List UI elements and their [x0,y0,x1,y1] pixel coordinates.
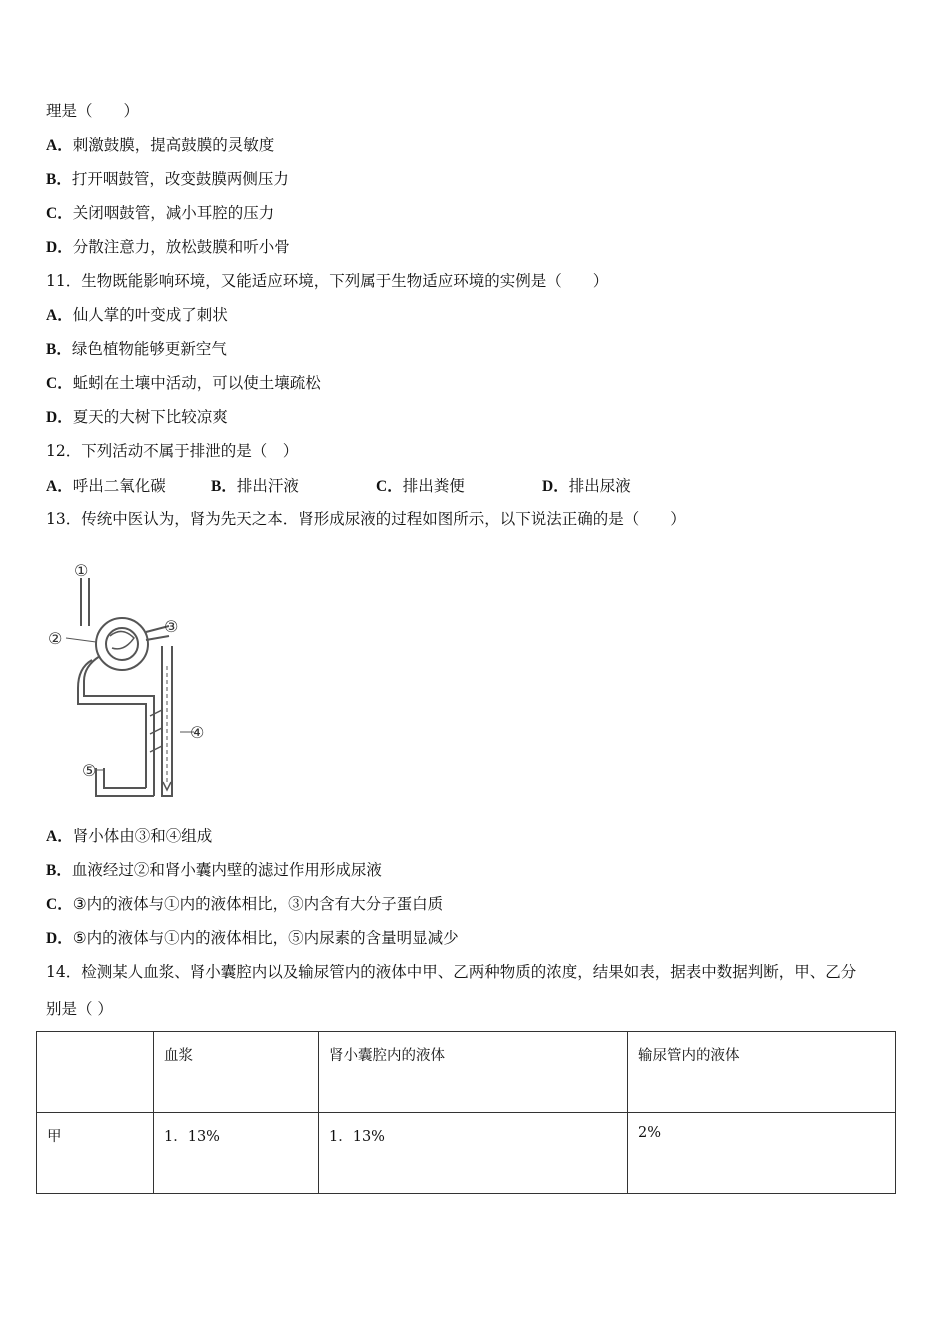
option-text: 夏天的大树下比较凉爽 [72,408,228,426]
table-row [37,1113,896,1194]
concentration-table [36,1031,896,1194]
table-cell: 甲 [37,1113,154,1194]
efferent-tube-wall [146,636,169,640]
option-text: 蚯蚓在土壤中活动，可以使土壤疏松 [72,374,321,392]
label-5: ⑤ [82,761,97,780]
q11-stem: 11．生物既能影响环境，又能适应环境，下列属于生物适应环境的实例是（ ） [46,272,609,290]
q12-option-c [376,475,542,498]
option-text: 刺激鼓膜，提高鼓膜的灵敏度 [72,136,275,154]
pointer-2 [66,638,96,642]
q12-option-b [211,475,376,498]
label-1: ① [74,561,89,580]
arrow-down [163,782,171,790]
q14-stem-line1: 14．检测某人血浆、肾小囊腔内以及输尿管内的液体中甲、乙两种物质的浓度，结果如表，据表中数据判断，甲、乙分 [46,963,857,981]
glomerulus [106,628,138,660]
q10-option-a [46,134,274,157]
reabsorption-arrows [150,710,162,752]
option-label: B． [46,341,72,358]
option-text: 呼出二氧化碳 [72,477,166,495]
header-cell [37,1032,154,1113]
option-text: 仙人掌的叶变成了刺状 [72,306,228,324]
q10-option-d [46,236,290,259]
label-4: ④ [190,723,205,742]
option-label: A． [46,828,73,845]
q12-option-d [542,475,631,498]
q12-stem: 12．下列活动不属于排泄的是（ ） [46,442,299,460]
option-label: C． [46,205,73,222]
table-cell: 1．13% [319,1113,628,1194]
q12-options-row [46,475,631,498]
q10-stem-tail: 理是（ ） [46,102,140,120]
option-label: A． [46,137,73,154]
option-label: B． [46,862,72,879]
q10-option-b [46,168,289,191]
option-label: A． [46,478,73,495]
option-text: 肾小体由③和④组成 [72,827,213,845]
option-text: 关闭咽鼓管，减小耳腔的压力 [72,204,275,222]
option-text: 打开咽鼓管，改变鼓膜两侧压力 [71,170,289,188]
label-2: ② [48,629,63,648]
option-text: 分散注意力，放松鼓膜和听小骨 [72,238,290,256]
option-label: D． [46,239,73,256]
nephron-diagram [44,556,214,802]
table-cell: 1．13% [154,1113,319,1194]
q14-stem-line2: 别是（ ） [46,1000,113,1018]
q13-stem: 13．传统中医认为，肾为先天之本．肾形成尿液的过程如图所示，以下说法正确的是（ ） [46,510,686,528]
q13-option-d [46,927,459,950]
option-label: B． [211,478,237,495]
q11-option-b [46,338,227,361]
header-cell: 肾小囊腔内的液体 [319,1032,628,1113]
q12-option-a [46,475,211,498]
option-text: ③内的液体与①内的液体相比，③内含有大分子蛋白质 [72,895,444,913]
q13-option-b [46,859,382,882]
option-label: C． [46,896,73,913]
header-cell: 输尿管内的液体 [628,1032,896,1113]
q11-option-c [46,372,321,395]
option-label: C． [46,375,73,392]
label-3: ③ [164,617,179,636]
option-text: 排出尿液 [568,477,631,495]
table-header-row [37,1032,896,1113]
option-label: C． [376,478,403,495]
option-label: A． [46,307,73,324]
option-label: D． [46,409,73,426]
q11-option-a [46,304,228,327]
glomerulus-capillary [110,631,134,648]
option-text: 排出粪便 [402,477,465,495]
option-text: 绿色植物能够更新空气 [71,340,227,358]
option-label: D． [46,930,73,947]
q13-option-c [46,893,443,916]
option-text: 排出汗液 [236,477,299,495]
option-label: B． [46,171,72,188]
renal-capsule [96,618,148,670]
loop-bottom [104,768,146,788]
header-cell: 血浆 [154,1032,319,1113]
table-cell: 2% [628,1113,896,1194]
q10-option-c [46,202,274,225]
q11-option-d [46,406,228,429]
q13-option-a [46,825,212,848]
option-text: 血液经过②和肾小囊内壁的滤过作用形成尿液 [71,861,382,879]
option-text: ⑤内的液体与①内的液体相比，⑤内尿素的含量明显减少 [72,929,459,947]
option-label: D． [542,478,569,495]
